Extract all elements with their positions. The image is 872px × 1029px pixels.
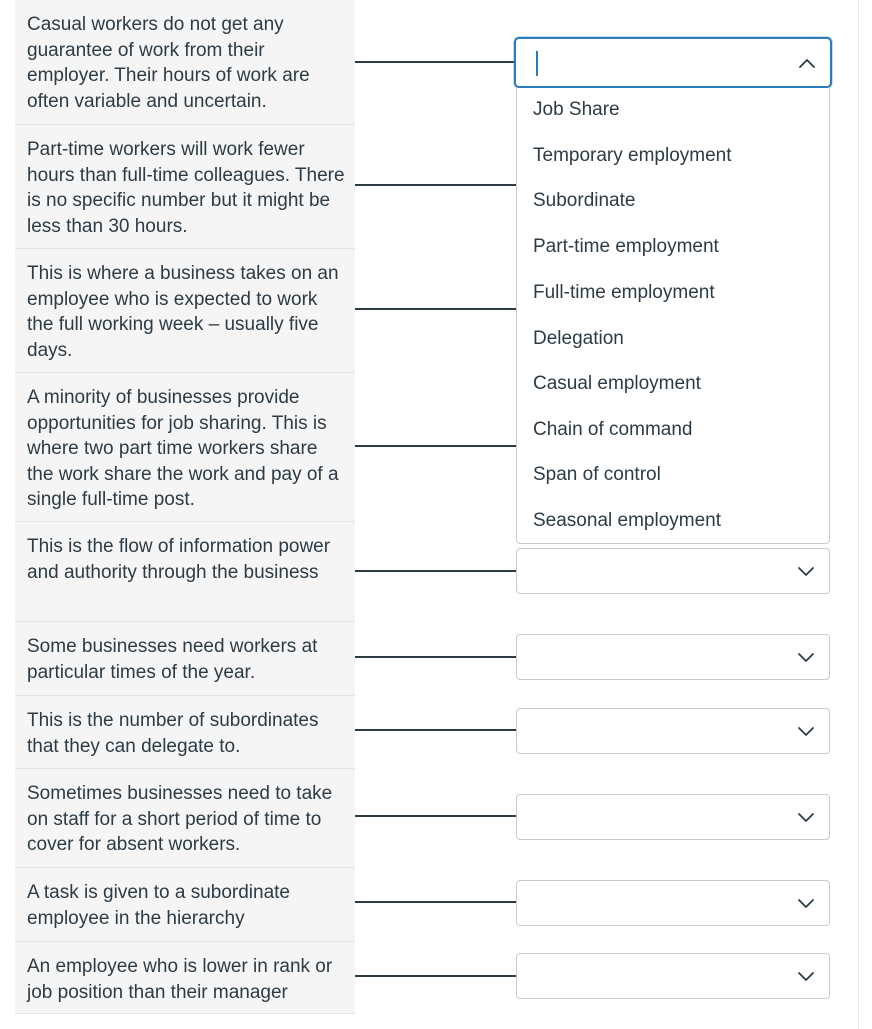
connector-line [355,975,517,977]
connector-line [355,308,517,310]
dropdown-option[interactable]: Job Share [533,99,620,120]
prompt-text: A minority of businesses provide opportunities for job sharing. This is where two part time workers share the work share the work and pay of a single full-time post. [15,373,355,522]
answer-select-1[interactable] [514,37,832,88]
match-row-1 [15,0,355,125]
dropdown-option[interactable]: Chain of command [533,419,693,440]
answer-select-7[interactable] [516,708,830,754]
prompt-text: Casual workers do not get any guarantee of work from their employer. Their hours of work are often variable and uncertain. [15,0,355,125]
match-row-5 [15,522,355,622]
prompt-text: This is where a business takes on an employee who is expected to work the full working week – usually five days. [15,249,355,373]
answer-select-9[interactable] [516,880,830,926]
prompt-text: A task is given to a subordinate employee in the hierarchy [15,868,355,942]
connector-line [355,901,517,903]
connector-line [355,61,517,63]
dropdown-option[interactable]: Full-time employment [533,282,715,303]
chevron-down-icon[interactable] [797,897,815,909]
match-row-10 [15,942,355,1014]
dropdown-option[interactable]: Span of control [533,464,661,485]
answer-select-10[interactable] [516,953,830,999]
match-row-4 [15,373,355,522]
connector-line [355,656,517,658]
chevron-down-icon[interactable] [797,970,815,982]
match-row-9 [15,868,355,942]
match-row-6 [15,622,355,696]
answer-select-5[interactable] [516,548,830,594]
dropdown-listbox [516,88,830,544]
dropdown-option[interactable]: Delegation [533,328,624,349]
chevron-up-icon[interactable] [798,57,816,69]
dropdown-option[interactable]: Part-time employment [533,236,719,257]
text-cursor [536,51,538,76]
prompt-text: An employee who is lower in rank or job position than their manager [15,942,355,1014]
prompt-text: This is the flow of information power and authority through the business [15,522,355,622]
chevron-down-icon[interactable] [797,565,815,577]
dropdown-option[interactable]: Subordinate [533,190,636,211]
chevron-down-icon[interactable] [797,651,815,663]
dropdown-option[interactable]: Temporary employment [533,145,732,166]
answer-select-6[interactable] [516,634,830,680]
match-row-2 [15,125,355,249]
page-right-border [858,0,859,1029]
connector-line [355,184,517,186]
dropdown-option[interactable]: Casual employment [533,373,701,394]
answer-select-8[interactable] [516,794,830,840]
connector-line [355,729,517,731]
prompt-text: This is the number of subordinates that they can delegate to. [15,696,355,769]
connector-line [355,570,517,572]
match-row-3 [15,249,355,373]
match-row-8 [15,769,355,868]
prompt-text: Sometimes businesses need to take on staff for a short period of time to cover for absent workers. [15,769,355,868]
connector-line [355,445,517,447]
connector-line [355,815,517,817]
prompt-text: Part-time workers will work fewer hours than full-time colleagues. There is no specific number but it might be less than 30 hours. [15,125,355,249]
prompt-text: Some businesses need workers at particular times of the year. [15,622,355,696]
match-row-7 [15,696,355,769]
dropdown-option[interactable]: Seasonal employment [533,510,721,531]
chevron-down-icon[interactable] [797,725,815,737]
chevron-down-icon[interactable] [797,811,815,823]
